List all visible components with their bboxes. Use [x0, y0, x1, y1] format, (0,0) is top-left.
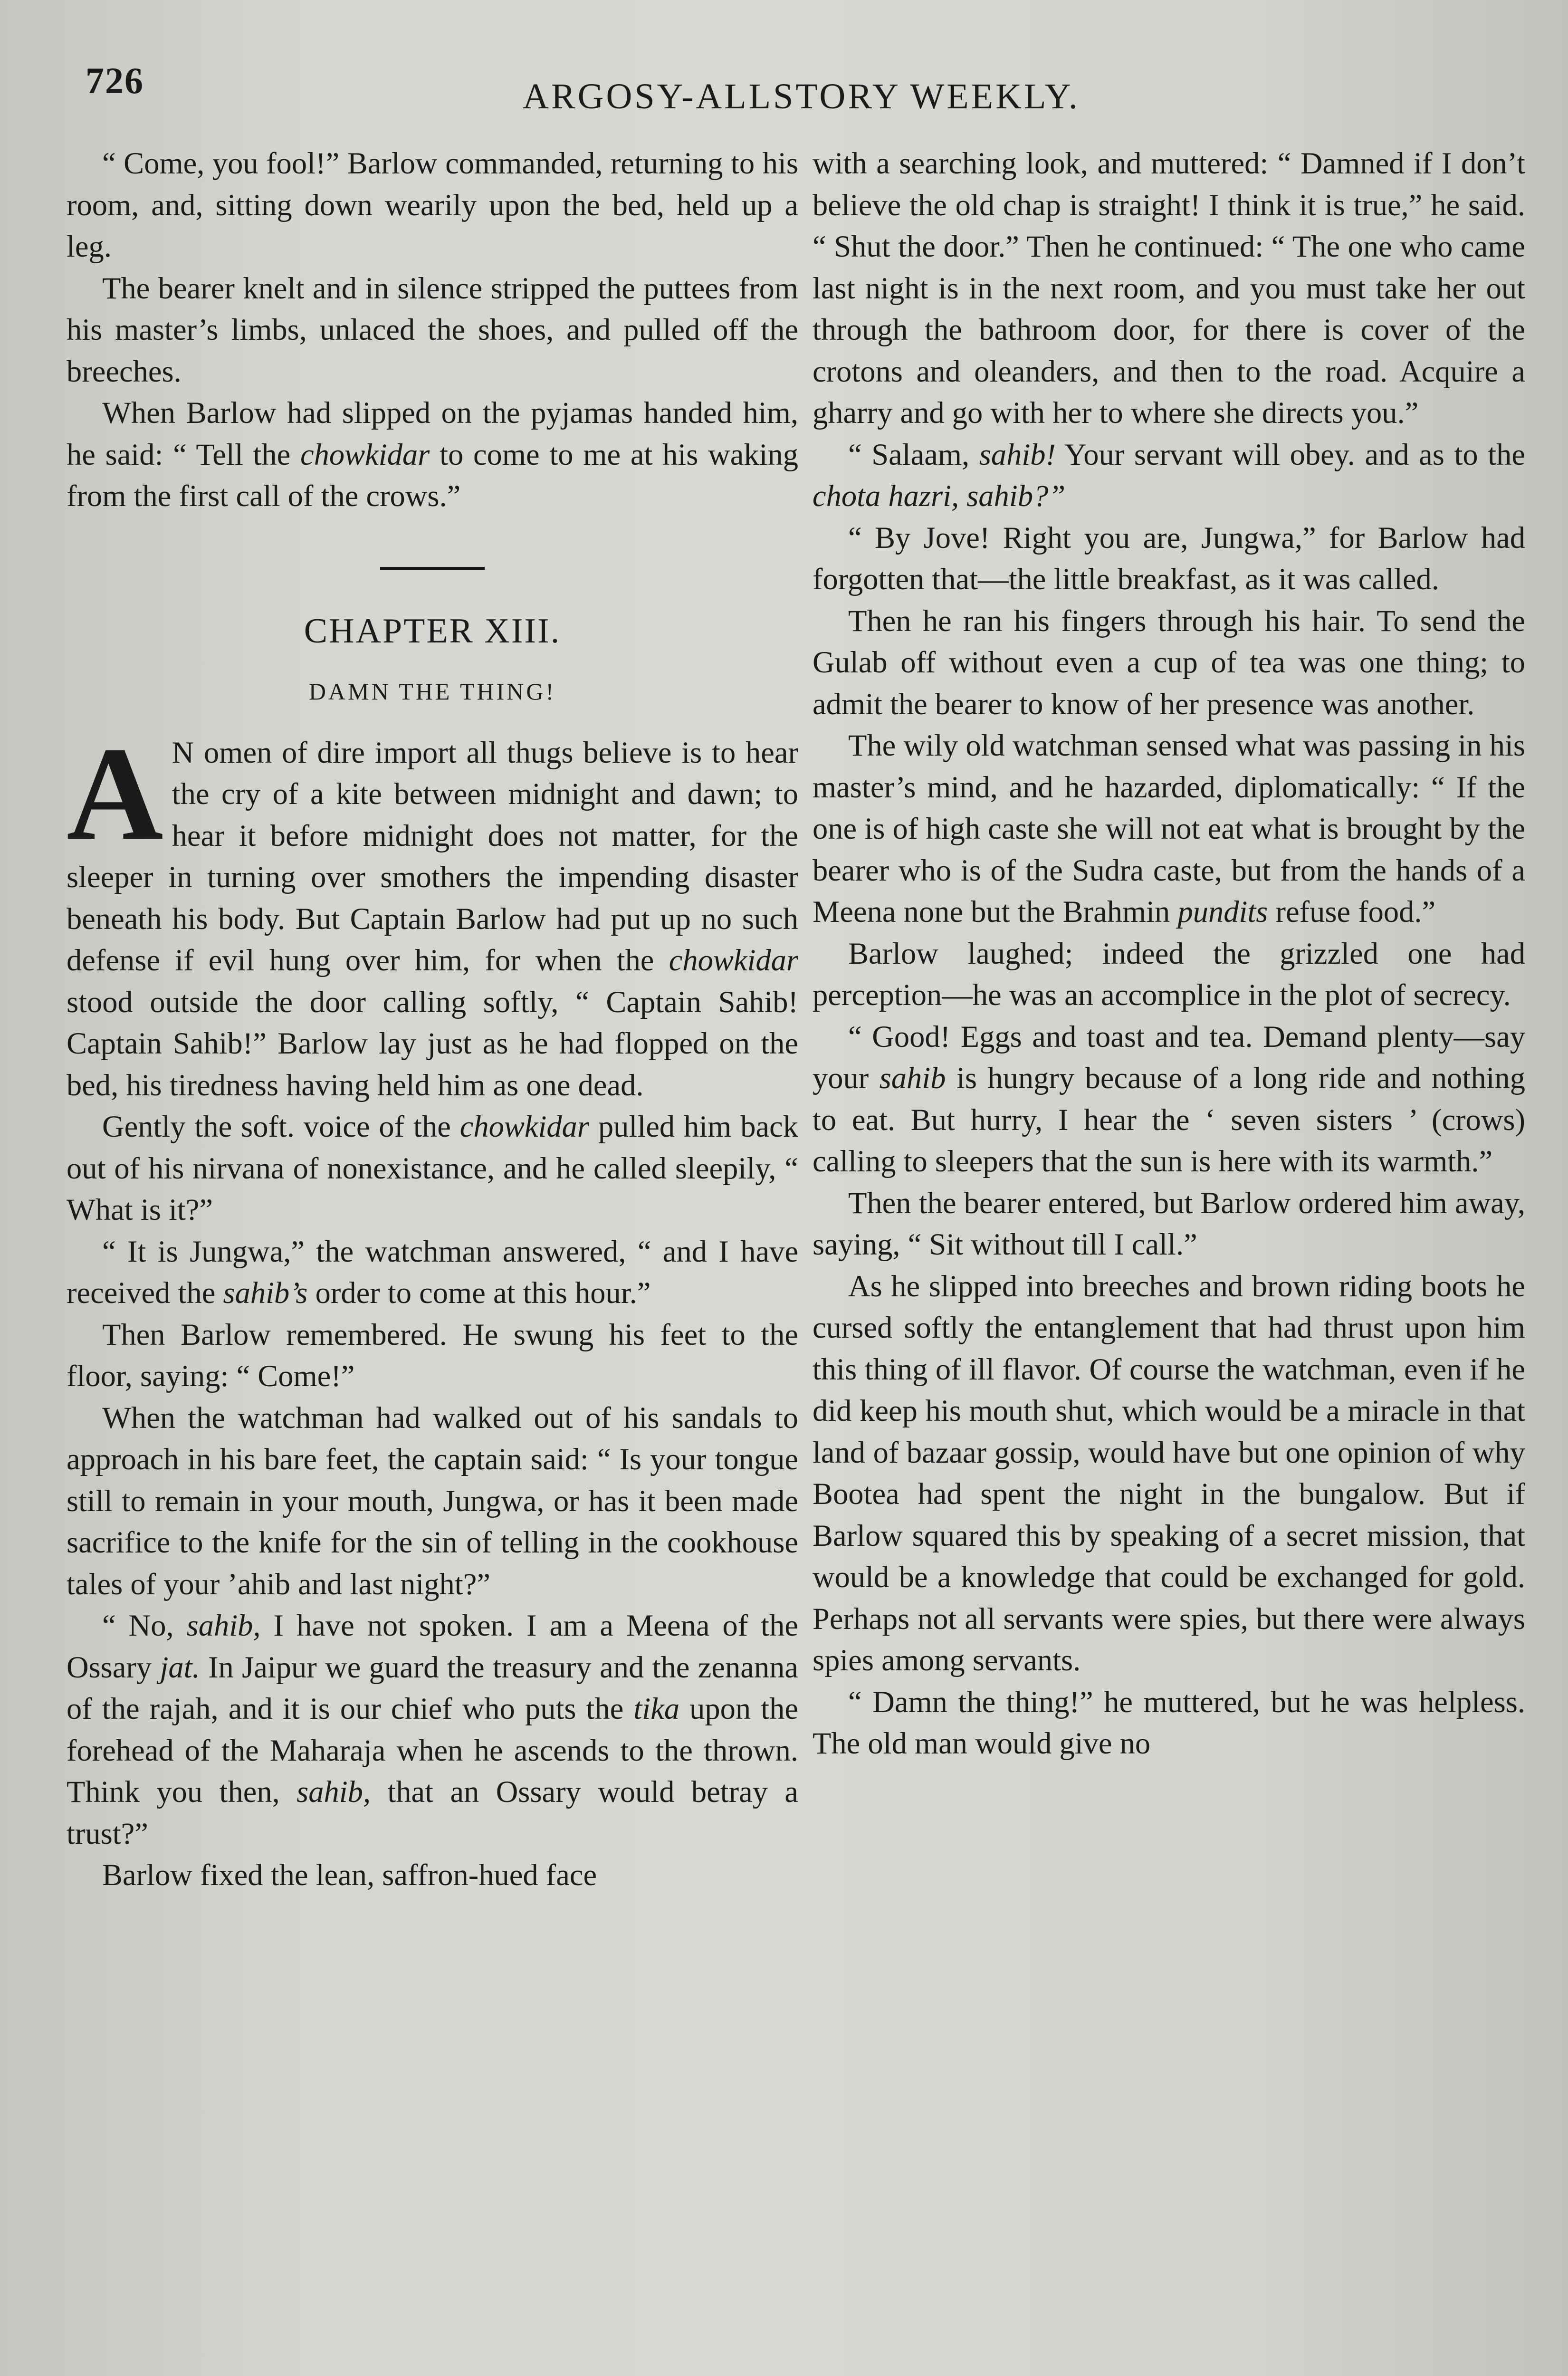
- paragraph: “ By Jove! Right you are, Jungwa,” for Barlow had forgotten that—the little breakfast, as it was called.: [813, 520, 1525, 596]
- paragraph: As he slipped into breeches and brown riding boots he cursed softly the entanglement that had thrust upon him this thing of ill flavor. Of course the watchman, even if he did keep his mouth shut, which would be a miracle in that land of bazaar gossip, would have but one opinion of why Bootea had spent the night in the bungalow. But if Barlow squared this by speaking of a secret mission, that would be a knowledge that could be exchanged for gold. Perhaps not all servants were spies, but there were always spies among servants.: [813, 1269, 1525, 1677]
- paragraph: The wily old watchman sensed what was passing in his master’s mind, and he hazarded, diplomatically: “ If the one is of high caste she will not eat what is brought by the bearer who is of the Sudra caste, but from the hands of a Meena none but the Brahmin pundits refuse food.”: [813, 728, 1525, 929]
- paragraph: “ Come, you fool!” Barlow commanded, returning to his room, and, sitting down wearily upon the bed, held up a leg.: [67, 146, 798, 263]
- chapter-subtitle: DAMN THE THING!: [308, 678, 556, 705]
- paragraph: Then the bearer entered, but Barlow ordered him away, saying, “ Sit without till I call.”: [813, 1186, 1525, 1261]
- paragraph: Barlow laughed; indeed the grizzled one had perception—he was an accomplice in the plot of secrecy.: [813, 936, 1525, 1012]
- opening-paragraph: A N omen of dire import all thugs believe is to hear the cry of a kite between midnight and dawn; to hear it before midnight does not matter, for the sleeper in turning over smothers the impending disaster beneath his body. But Captain Barlow had put up no such defense if evil hung over him, for when the chowkidar stood outside the door calling softly, “ Captain Sahib! Captain Sahib!” Barlow lay just as he had flopped on the bed, his tiredness having held him as one dead.: [67, 719, 798, 1102]
- paragraph: The bearer knelt and in silence stripped the puttees from his master’s limbs, unlaced the shoes, and pulled off the breeches.: [67, 271, 798, 388]
- paragraph: “ It is Jungwa,” the watchman answered, “ and I have received the sahib’s order to come at this hour.”: [67, 1234, 798, 1310]
- paragraph: Gently the soft. voice of the chowkidar pulled him back out of his nirvana of nonexistance, and he called sleepily, “ What is it?”: [67, 1110, 798, 1226]
- paragraph: Then Barlow remembered. He swung his feet to the floor, saying: “ Come!”: [67, 1317, 798, 1393]
- section-rule: [380, 567, 485, 570]
- paragraph: with a searching look, and muttered: “ Damned if I don’t believe the old chap is straight! I think it is true,” he said. “ Shut the door.” Then he continued: “ The one who came last night is in the next room, and you must take her out through the bathroom door, for there is cover of the crotons and oleanders, and then to the road. Acquire a gharry and go with her to where she directs you.”: [813, 146, 1525, 430]
- running-title: ARGOSY-ALLSTORY WEEKLY.: [523, 77, 1080, 116]
- chapter-title: CHAPTER XIII.: [304, 611, 561, 651]
- paragraph: “ Salaam, sahib! Your servant will obey. and as to the chota hazri, sahib?”: [813, 437, 1525, 513]
- paragraph: “ Good! Eggs and toast and tea. Demand plenty—say your sahib is hungry because of a long ride and nothing to eat. But hurry, I hear the ‘ seven sisters ’ (crows) calling to sleepers that the sun is here with its warmth.”: [813, 1019, 1526, 1178]
- right-column: [813, 143, 1525, 1764]
- paragraph: Barlow fixed the lean, saffron-hued face: [102, 1858, 597, 1892]
- page-number: 726: [86, 60, 144, 101]
- paragraph: When Barlow had slipped on the pyjamas handed him, he said: “ Tell the chowkidar to come to me at his waking from the first call of the crows.”: [67, 396, 798, 513]
- paragraph: When the watchman had walked out of his sandals to approach in his bare feet, the captain said: “ Is your tongue still to remain in your mouth, Jungwa, or has it been made sacrifice to the knife for the sin of telling in the cookhouse tales of your ’ahib and last night?”: [67, 1400, 798, 1601]
- drop-cap: A: [67, 719, 163, 868]
- paragraph: “ No, sahib, I have not spoken. I am a Meena of the Ossary jat. In Jaipur we guard the treasury and the zenanna of the rajah, and it is our chief who puts the tika upon the forehead of the Maharaja when he ascends to the thrown. Think you then, sahib, that an Ossary would betray a trust?”: [67, 1609, 798, 1850]
- paragraph: Then he ran his fingers through his hair. To send the Gulab off without even a cup of tea was one thing; to admit the bearer to know of her presence was another.: [813, 604, 1525, 721]
- left-column: [67, 143, 798, 1896]
- paragraph: “ Damn the thing!” he muttered, but he was helpless. The old man would give no: [813, 1685, 1525, 1760]
